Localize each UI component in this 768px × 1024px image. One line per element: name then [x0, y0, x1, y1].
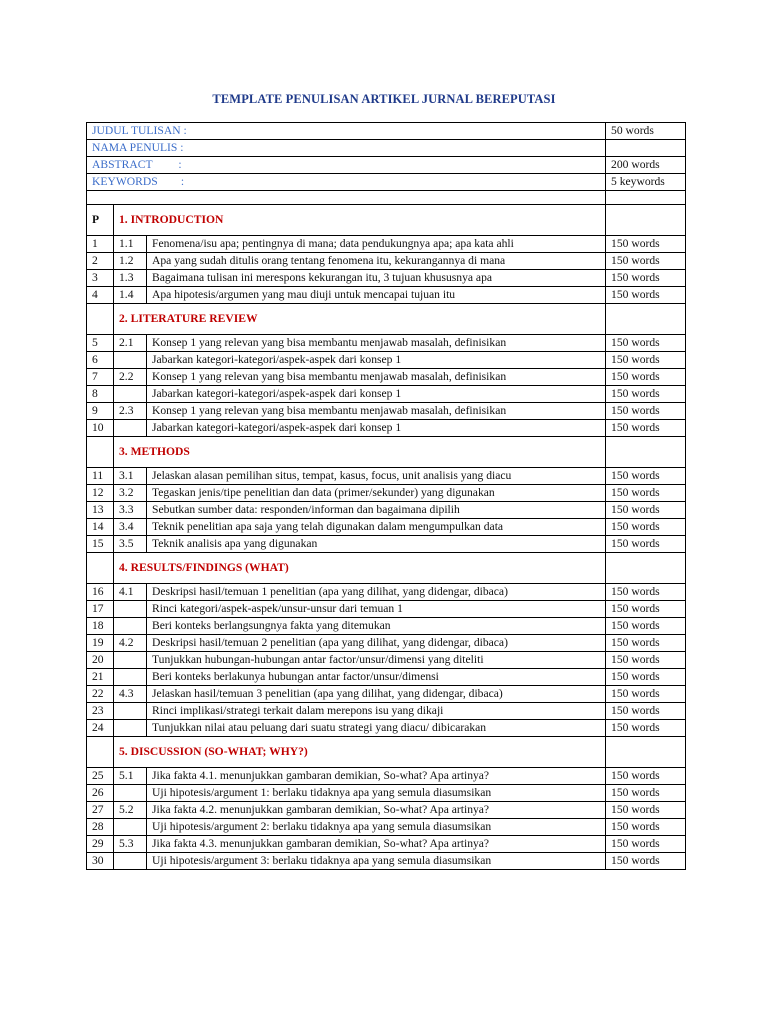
row-number: 27 — [87, 802, 114, 819]
subsection-number — [114, 386, 147, 403]
subsection-number — [114, 618, 147, 635]
table-row — [87, 335, 686, 352]
row-description: Konsep 1 yang relevan yang bisa membantu menjawab masalah, definisikan — [147, 369, 606, 386]
subsection-number: 5.2 — [114, 802, 147, 819]
empty-cell — [87, 304, 114, 335]
subsection-number: 1.4 — [114, 287, 147, 304]
table-row — [87, 386, 686, 403]
subsection-number: 2.1 — [114, 335, 147, 352]
row-description: Bagaimana tulisan ini merespons kekurangan itu, 3 tujuan khususnya apa — [147, 270, 606, 287]
word-count: 150 words — [606, 601, 686, 618]
p-label: P — [87, 205, 114, 236]
header-value: 200 words — [606, 157, 686, 174]
row-number: 17 — [87, 601, 114, 618]
spacer-cell — [606, 191, 686, 205]
word-count: 150 words — [606, 836, 686, 853]
subsection-number: 1.2 — [114, 253, 147, 270]
row-description: Jelaskan hasil/temuan 3 penelitian (apa yang dilihat, yang didengar, dibaca) — [147, 686, 606, 703]
subsection-number — [114, 669, 147, 686]
row-description: Sebutkan sumber data: responden/informan dan bagaimana dipilih — [147, 502, 606, 519]
table-row — [87, 369, 686, 386]
section-heading-row — [87, 437, 686, 468]
row-description: Teknik analisis apa yang digunakan — [147, 536, 606, 553]
subsection-number: 5.1 — [114, 768, 147, 785]
row-number: 21 — [87, 669, 114, 686]
empty-cell — [606, 437, 686, 468]
word-count: 150 words — [606, 287, 686, 304]
header-row-author — [87, 140, 686, 157]
empty-cell — [606, 205, 686, 236]
word-count: 150 words — [606, 468, 686, 485]
row-description: Beri konteks berlakunya hubungan antar factor/unsur/dimensi — [147, 669, 606, 686]
table-row — [87, 853, 686, 870]
table-row — [87, 536, 686, 553]
word-count: 150 words — [606, 819, 686, 836]
row-description: Uji hipotesis/argument 1: berlaku tidaknya apa yang semula diasumsikan — [147, 785, 606, 802]
row-number: 4 — [87, 287, 114, 304]
subsection-number: 3.3 — [114, 502, 147, 519]
subsection-number: 3.5 — [114, 536, 147, 553]
subsection-number — [114, 853, 147, 870]
subsection-number — [114, 652, 147, 669]
empty-cell — [606, 737, 686, 768]
word-count: 150 words — [606, 785, 686, 802]
table-row — [87, 502, 686, 519]
row-number: 5 — [87, 335, 114, 352]
section-heading: 5. DISCUSSION (SO-WHAT; WHY?) — [114, 737, 606, 768]
word-count: 150 words — [606, 236, 686, 253]
header-row-abstract — [87, 157, 686, 174]
section-heading: 3. METHODS — [114, 437, 606, 468]
table-row — [87, 236, 686, 253]
row-number: 3 — [87, 270, 114, 287]
table-row — [87, 519, 686, 536]
table-row — [87, 468, 686, 485]
table-row — [87, 635, 686, 652]
row-description: Apa yang sudah ditulis orang tentang fenomena itu, kekurangannya di mana — [147, 253, 606, 270]
row-description: Jabarkan kategori-kategori/aspek-aspek dari konsep 1 — [147, 352, 606, 369]
row-description: Fenomena/isu apa; pentingnya di mana; data pendukungnya apa; apa kata ahli — [147, 236, 606, 253]
table-row — [87, 819, 686, 836]
row-description: Tunjukkan hubungan-hubungan antar factor/unsur/dimensi yang diteliti — [147, 652, 606, 669]
word-count: 150 words — [606, 502, 686, 519]
row-description: Teknik penelitian apa saja yang telah digunakan dalam mengumpulkan data — [147, 519, 606, 536]
row-number: 6 — [87, 352, 114, 369]
row-number: 23 — [87, 703, 114, 720]
row-number: 18 — [87, 618, 114, 635]
table-row — [87, 669, 686, 686]
subsection-number — [114, 703, 147, 720]
subsection-number: 1.1 — [114, 236, 147, 253]
word-count: 150 words — [606, 335, 686, 352]
word-count: 150 words — [606, 519, 686, 536]
template-table-body — [87, 123, 686, 870]
row-number: 26 — [87, 785, 114, 802]
word-count: 150 words — [606, 618, 686, 635]
header-value — [606, 140, 686, 157]
row-description: Uji hipotesis/argument 3: berlaku tidaknya apa yang semula diasumsikan — [147, 853, 606, 870]
row-number: 2 — [87, 253, 114, 270]
table-row — [87, 403, 686, 420]
row-number: 28 — [87, 819, 114, 836]
table-row — [87, 584, 686, 601]
word-count: 150 words — [606, 802, 686, 819]
header-label: ABSTRACT : — [87, 157, 606, 174]
row-number: 15 — [87, 536, 114, 553]
template-table — [86, 122, 686, 870]
word-count: 150 words — [606, 253, 686, 270]
row-number: 13 — [87, 502, 114, 519]
row-number: 1 — [87, 236, 114, 253]
row-number: 9 — [87, 403, 114, 420]
subsection-number: 5.3 — [114, 836, 147, 853]
word-count: 150 words — [606, 386, 686, 403]
row-number: 22 — [87, 686, 114, 703]
section-heading: 2. LITERATURE REVIEW — [114, 304, 606, 335]
word-count: 150 words — [606, 352, 686, 369]
word-count: 150 words — [606, 536, 686, 553]
empty-cell — [87, 553, 114, 584]
row-description: Jika fakta 4.3. menunjukkan gambaran demikian, So-what? Apa artinya? — [147, 836, 606, 853]
table-row — [87, 601, 686, 618]
word-count: 150 words — [606, 703, 686, 720]
subsection-number — [114, 720, 147, 737]
word-count: 150 words — [606, 403, 686, 420]
row-description: Rinci kategori/aspek-aspek/unsur-unsur dari temuan 1 — [147, 601, 606, 618]
row-description: Jika fakta 4.2. menunjukkan gambaran demikian, So-what? Apa artinya? — [147, 802, 606, 819]
header-row-title — [87, 123, 686, 140]
table-row — [87, 802, 686, 819]
section-heading-row — [87, 304, 686, 335]
row-number: 16 — [87, 584, 114, 601]
empty-cell — [87, 737, 114, 768]
table-row — [87, 253, 686, 270]
row-number: 12 — [87, 485, 114, 502]
section-heading-row — [87, 205, 686, 236]
table-row — [87, 785, 686, 802]
row-number: 10 — [87, 420, 114, 437]
table-row — [87, 836, 686, 853]
row-number: 20 — [87, 652, 114, 669]
table-row — [87, 703, 686, 720]
row-number: 11 — [87, 468, 114, 485]
row-description: Jabarkan kategori-kategori/aspek-aspek dari konsep 1 — [147, 420, 606, 437]
row-description: Tegaskan jenis/tipe penelitian dan data (primer/sekunder) yang digunakan — [147, 485, 606, 502]
table-row — [87, 720, 686, 737]
word-count: 150 words — [606, 720, 686, 737]
word-count: 150 words — [606, 686, 686, 703]
word-count: 150 words — [606, 369, 686, 386]
word-count: 150 words — [606, 584, 686, 601]
subsection-number — [114, 785, 147, 802]
subsection-number: 4.3 — [114, 686, 147, 703]
row-number: 8 — [87, 386, 114, 403]
subsection-number — [114, 819, 147, 836]
word-count: 150 words — [606, 768, 686, 785]
row-description: Konsep 1 yang relevan yang bisa membantu menjawab masalah, definisikan — [147, 335, 606, 352]
table-row — [87, 420, 686, 437]
row-description: Apa hipotesis/argumen yang mau diuji untuk mencapai tujuan itu — [147, 287, 606, 304]
table-row — [87, 270, 686, 287]
subsection-number — [114, 601, 147, 618]
subsection-number: 4.1 — [114, 584, 147, 601]
row-description: Jabarkan kategori-kategori/aspek-aspek dari konsep 1 — [147, 386, 606, 403]
word-count: 150 words — [606, 652, 686, 669]
header-label: KEYWORDS : — [87, 174, 606, 191]
subsection-number — [114, 420, 147, 437]
row-description: Konsep 1 yang relevan yang bisa membantu menjawab masalah, definisikan — [147, 403, 606, 420]
row-description: Rinci implikasi/strategi terkait dalam merepons isu yang dikaji — [147, 703, 606, 720]
row-number: 19 — [87, 635, 114, 652]
row-number: 25 — [87, 768, 114, 785]
section-heading: 1. INTRODUCTION — [114, 205, 606, 236]
section-heading: 4. RESULTS/FINDINGS (WHAT) — [114, 553, 606, 584]
section-heading-row — [87, 553, 686, 584]
table-row — [87, 618, 686, 635]
subsection-number: 3.4 — [114, 519, 147, 536]
header-row-keywords — [87, 174, 686, 191]
subsection-number: 3.1 — [114, 468, 147, 485]
word-count: 150 words — [606, 669, 686, 686]
word-count: 150 words — [606, 853, 686, 870]
empty-cell — [87, 437, 114, 468]
row-description: Jelaskan alasan pemilihan situs, tempat, kasus, focus, unit analisis yang diacu — [147, 468, 606, 485]
word-count: 150 words — [606, 420, 686, 437]
document-title: TEMPLATE PENULISAN ARTIKEL JURNAL BEREPUTASI — [212, 92, 556, 106]
subsection-number: 2.2 — [114, 369, 147, 386]
empty-cell — [606, 304, 686, 335]
table-row — [87, 287, 686, 304]
spacer-row — [87, 191, 686, 205]
subsection-number: 3.2 — [114, 485, 147, 502]
word-count: 150 words — [606, 485, 686, 502]
subsection-number: 2.3 — [114, 403, 147, 420]
row-description: Beri konteks berlangsungnya fakta yang ditemukan — [147, 618, 606, 635]
header-label: JUDUL TULISAN : — [87, 123, 606, 140]
word-count: 150 words — [606, 270, 686, 287]
header-label: NAMA PENULIS : — [87, 140, 606, 157]
section-heading-row — [87, 737, 686, 768]
row-number: 29 — [87, 836, 114, 853]
row-number: 7 — [87, 369, 114, 386]
subsection-number: 4.2 — [114, 635, 147, 652]
row-description: Uji hipotesis/argument 2: berlaku tidaknya apa yang semula diasumsikan — [147, 819, 606, 836]
table-row — [87, 652, 686, 669]
subsection-number: 1.3 — [114, 270, 147, 287]
word-count: 150 words — [606, 635, 686, 652]
table-row — [87, 352, 686, 369]
subsection-number — [114, 352, 147, 369]
table-row — [87, 686, 686, 703]
row-number: 24 — [87, 720, 114, 737]
empty-cell — [606, 553, 686, 584]
table-row — [87, 485, 686, 502]
header-value: 5 keywords — [606, 174, 686, 191]
header-value: 50 words — [606, 123, 686, 140]
row-description: Jika fakta 4.1. menunjukkan gambaran demikian, So-what? Apa artinya? — [147, 768, 606, 785]
spacer-cell — [87, 191, 606, 205]
row-number: 30 — [87, 853, 114, 870]
row-number: 14 — [87, 519, 114, 536]
row-description: Deskripsi hasil/temuan 1 penelitian (apa yang dilihat, yang didengar, dibaca) — [147, 584, 606, 601]
table-row — [87, 768, 686, 785]
row-description: Deskripsi hasil/temuan 2 penelitian (apa yang dilihat, yang didengar, dibaca) — [147, 635, 606, 652]
row-description: Tunjukkan nilai atau peluang dari suatu strategi yang diacu/ dibicarakan — [147, 720, 606, 737]
